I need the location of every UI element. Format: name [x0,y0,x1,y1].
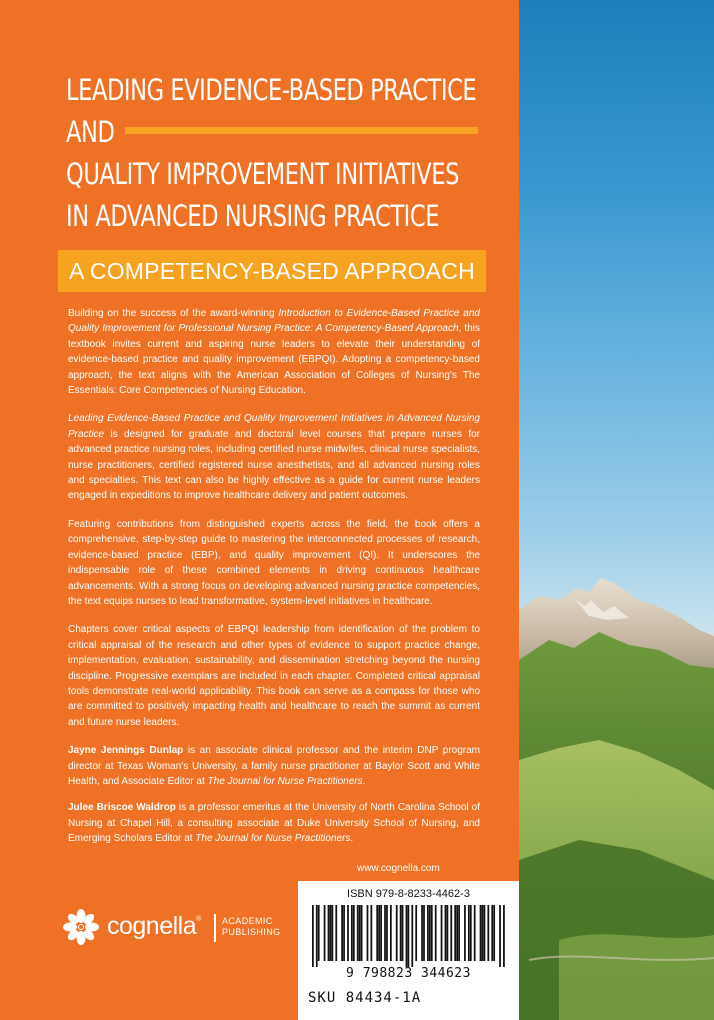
p1-book-title: Introduction to Evidence-Based Practice and Quality Improvement for Professional Nursing Practice: A Competency-Based Approach [68,308,480,335]
barcode-bar [406,905,408,967]
barcode-bar [423,905,425,961]
publisher-website[interactable]: www.cognella.com [357,863,440,874]
barcode-bar [335,905,337,961]
barcode-bar [376,905,378,961]
barcode-bar [380,905,382,961]
isbn: ISBN 979-8-8233-4462-3 [347,888,470,900]
publisher-wordmark [107,912,201,941]
barcode-bar [343,905,345,961]
barcode-bar [341,905,343,961]
p2-text: is designed for graduate and doctoral level courses that prepare nurses for advanced practice nursing roles, including certified nurse midwifes, clinical nurse specialists, nurse practitioners, certified registered nurse anesthetists, and all advanced nursing roles and specialties. This text can also be highly effective as a guide for current nurse leaders engaged in expeditions to improve healthcare delivery and patient outcomes. [68,428,480,502]
barcode-bar [454,905,456,961]
barcode-bar [429,905,431,961]
barcode-bar [384,905,386,961]
barcode-bar [415,905,417,961]
author-name-2: Julee Briscoe Waldrop [68,802,176,814]
landscape-illustration [519,0,714,1020]
imprint-line-2: PUBLISHING [222,927,281,937]
barcode-bar [318,905,320,961]
barcode-bar [480,905,482,961]
barcode-bar [351,905,353,961]
barcode-bar [378,905,380,961]
barcode [312,905,505,967]
barcode-bar [427,905,429,961]
barcode-bar [421,905,423,961]
barcode-bar [482,905,484,961]
description-paragraph-4: Chapters cover critical aspects of EBPQI leadership from identification of the problem to critical appraisal of the research and other types of evidence to support practice change, implementation, evaluation, sustainability, and dissemination stretching beyond the nursing discipline. Progressive exemplars are included in each chapter. Completed critical appraisal tools demonstrate real-world applicability. This book can serve as a compass for those who are committed to positively impacting health and healthcare to reach the summit as current and future nurse leaders. [68,624,480,728]
barcode-bar [458,905,460,961]
mountain-photo [519,0,714,1020]
publisher-logo [62,906,302,954]
barcode-bar [411,905,413,967]
imprint-line-1: ACADEMIC [222,916,273,926]
foreground-meadow [559,934,714,1020]
title-line-1: LEADING EVIDENCE-BASED PRACTICE [66,73,477,107]
barcode-bar [464,905,466,961]
barcode-bar [361,905,363,961]
title-line-2: AND [66,115,115,149]
barcode-bar [359,905,361,961]
barcode-bar [370,905,372,961]
author-bio-end-1: . [362,775,366,787]
description-paragraph-2 [68,411,480,503]
publisher-imprint [222,916,281,938]
sku: SKU 84434-1A [308,990,422,1006]
barcode-bar [450,905,452,961]
description-paragraph-3: Featuring contributions from distinguished experts across the field, the book offers a comprehensive, step-by-step guide to mastering the interconnected processes of research, evidence-based practice (EBP), and quality improvement (QI). It underscores the indispensable role of these combined elements in driving continuous healthcare advancements. With a strong focus on developing advanced nursing practice competencies, the text equips nurses to lead transformative, system-level initiatives in healthcare. [68,518,480,607]
barcode-bar [435,905,437,961]
barcode-bar [312,905,314,967]
trademark-symbol: ® [196,916,201,923]
barcode-bar [468,905,470,961]
author-bio-end-2: . [350,833,354,845]
barcode-bar [408,905,410,967]
barcode-bar [396,905,398,961]
barcode-bar [484,905,486,961]
description [68,306,480,858]
barcode-bar [402,905,404,961]
barcode-bar [353,905,355,961]
barcode-bar [390,905,392,961]
barcode-bar [447,905,449,961]
barcode-bar [331,905,333,961]
barcode-panel [298,881,519,1020]
publisher-name: cognella [107,912,197,940]
author-journal-2: The Journal for Nurse Practitioners [195,833,351,845]
barcode-bar [400,905,402,961]
barcode-bar [493,905,495,961]
barcode-bar [456,905,458,961]
barcode-bar [347,905,349,961]
barcode-bar [316,905,318,967]
barcode-bar [470,905,472,961]
barcode-bar [445,905,447,961]
barcode-bar [328,905,330,961]
title-line-4: IN ADVANCED NURSING PRACTICE [66,199,440,233]
author-bio-1 [68,743,480,789]
author-bio-2 [68,800,480,846]
p1-text-b: , this textbook invites current and aspiring nurse leaders to elevate their understanding of evidence-based practice and quality improvement (EBPQI). Adopting a competency-based approach, the text aligns with the American Association of Colleges of Nursing's The Essentials: Core Competencies of Nursing Education. [68,323,480,397]
barcode-bar [441,905,443,961]
barcode-bar [357,905,359,961]
author-name-1: Jayne Jennings Dunlap [68,745,184,757]
title-line-3: QUALITY IMPROVEMENT INITIATIVES [66,157,459,191]
barcode-bar [499,905,501,967]
author-bio-text-2: is a professor emeritus at the University of North Carolina School of Nursing at Chapel Hill, a consulting associate at Duke University School of Nursing, and Emerging Scholars Editor at [68,802,481,845]
author-bio-text-1: is an associate clinical professor and the interim DNP program director at Texas Woman's University, a family nurse practitioner at Baylor Scott and White Health, and Associate Editor at [68,745,480,787]
barcode-bar [324,905,326,961]
title-accent-rule [125,127,478,134]
barcode-bar [431,905,433,961]
cognella-flower-icon [62,908,100,946]
p1-text-a: Building on the success of the award-winning [68,308,279,319]
author-journal-1: The Journal for Nurse Practitioners [207,775,363,787]
barcode-number: 9 798823 344623 [346,966,471,981]
subtitle: A COMPETENCY-BASED APPROACH [58,250,486,292]
barcode-bar [491,905,493,961]
p2-book-title: Leading Evidence-Based Practice and Quality Improvement Initiatives in Advanced Nursing Practice [68,413,480,440]
barcode-bar [487,905,489,961]
description-paragraph-1 [68,306,480,398]
barcode-bar [367,905,369,961]
logo-divider [214,914,216,942]
barcode-bar [503,905,505,967]
barcode-bar [474,905,476,961]
barcode-bar [330,905,332,961]
barcode-bar [386,905,388,961]
